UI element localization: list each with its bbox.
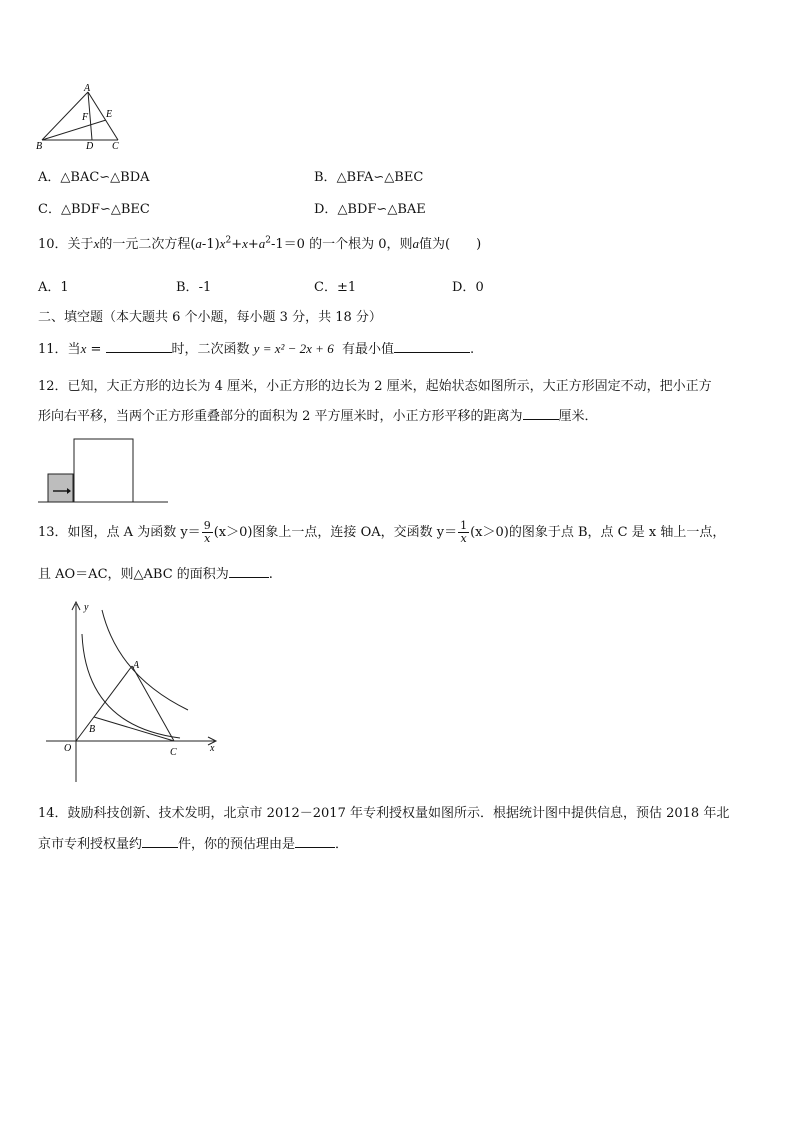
q9-option-b: B．△BFA∽△BEC	[314, 170, 424, 185]
q11-blank-2[interactable]	[394, 338, 470, 353]
q9-option-c: C．△BDF∽△BEC	[38, 202, 150, 217]
fraction-1-over-x: $\frac{1}{x}$	[460, 519, 468, 545]
large-square	[74, 439, 133, 502]
label-c: C	[112, 141, 119, 150]
hyperbola-figure	[40, 598, 222, 784]
q12-line-2: 形向右平移，当两个正方形重叠部分的面积为 2 平方厘米时，小正方形平移的距离为 厘米．	[38, 405, 598, 424]
label-f: F	[82, 112, 89, 123]
q10-stem: 10．关于x的一元二次方程$(a-1)x^2+x+a^2-1=0$ 的一个根为 0，则a值为( )	[38, 235, 482, 252]
q10-option-b: B．-1	[176, 280, 212, 295]
fraction-9-over-x: $\frac{9}{x}$	[203, 519, 211, 545]
point-a-label: A	[133, 660, 140, 671]
q14-line-1: 14．鼓励科技创新、技术发明，北京市 2012－2017 年专利授权量如图所示．根据统计图中提供信息，预估 2018 年北	[38, 806, 730, 821]
q10-option-c: C．±1	[314, 280, 357, 295]
label-e: E	[106, 109, 113, 120]
squares-figure	[38, 436, 170, 506]
q9-option-d: D．△BDF∽△BAE	[314, 202, 426, 217]
q13-line-1: 13．如图，点 A 为函数 y＝ $\frac{9}{x}$ (x＞0)图象上一点，连接 OA，交函数 y＝ $\frac{1}{x}$ (x＞0)的图象于点 B，点 C 是 x 轴上一点，	[38, 519, 726, 545]
q14-line-2: 京市专利授权量约 件，你的预估理由是 ．	[38, 833, 348, 852]
q14-blank-1[interactable]	[142, 833, 178, 848]
triangle-figure	[34, 84, 126, 150]
label-b: B	[36, 141, 43, 150]
section-heading: 二、填空题（本大题共 6 个小题，每小题 3 分，共 18 分）	[38, 310, 382, 325]
q11-stem: 11．当x = 时，二次函数 y = x² − 2x + 6 有最小值 .	[38, 338, 474, 357]
point-b-label: B	[89, 724, 96, 735]
small-square	[48, 474, 73, 502]
point-c-label: C	[170, 747, 177, 758]
label-a: A	[84, 84, 91, 94]
q9-option-a: A．△BAC∽△BDA	[38, 170, 150, 185]
q10-option-a: A．1	[38, 280, 69, 295]
q14-blank-2[interactable]	[295, 833, 335, 848]
origin-label: O	[64, 743, 72, 754]
q12-blank[interactable]	[523, 405, 559, 420]
q13-blank[interactable]	[229, 563, 269, 578]
axis-y-label: y	[84, 602, 89, 613]
q11-blank-1[interactable]	[106, 338, 172, 353]
axis-x-label: x	[210, 743, 215, 754]
q10-option-d: D．0	[452, 280, 484, 295]
q12-line-1: 12．已知，大正方形的边长为 4 厘米，小正方形的边长为 2 厘米，起始状态如图所示，大正方形固定不动，把小正方	[38, 379, 712, 394]
label-d: D	[86, 141, 94, 150]
q13-line-2: 且 AO＝AC，则△ABC 的面积为 .	[38, 563, 273, 582]
